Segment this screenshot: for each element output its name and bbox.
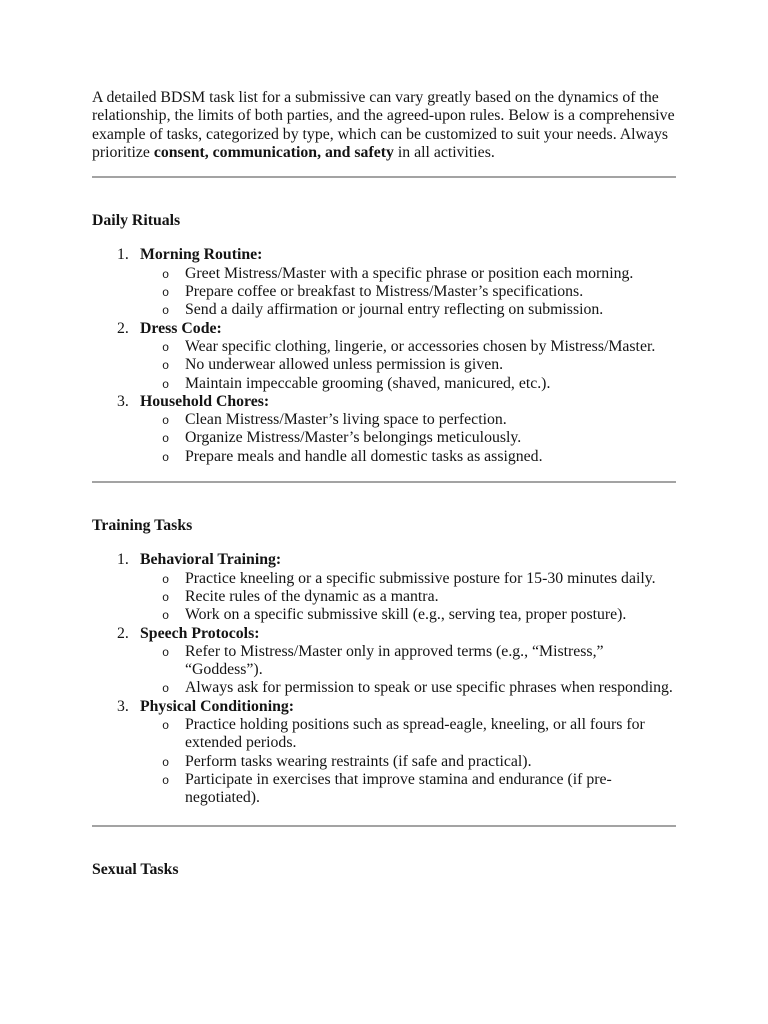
list-item (92, 320, 676, 393)
sub-list-item (140, 429, 676, 447)
sub-bullet-marker: o (162, 773, 170, 788)
sub-list-item (140, 411, 676, 429)
sub-list-item (140, 643, 676, 680)
sub-bullet-marker: o (162, 340, 170, 355)
sub-bullet-marker: o (162, 590, 170, 605)
list-item-label: Physical Conditioning: (140, 697, 295, 715)
sub-list-item (140, 771, 676, 808)
sub-bullet-marker: o (162, 377, 170, 392)
sub-list-item (140, 338, 676, 356)
sub-list (140, 643, 676, 698)
sub-list-item (140, 448, 676, 466)
sub-bullet-marker: o (162, 682, 170, 697)
section-title: Training Tasks (92, 517, 193, 535)
sub-bullet-marker: o (162, 645, 170, 660)
sub-item-text: Clean Mistress/Master’s living space to perfection. (185, 411, 507, 429)
list-item-number: 2. (117, 624, 129, 642)
list-item-label: Behavioral Training: (140, 551, 282, 569)
sub-item-text: Perform tasks wearing restraints (if safe and practical). (185, 752, 532, 770)
sub-bullet-marker: o (162, 755, 170, 770)
sub-item-text: Maintain impeccable grooming (shaved, manicured, etc.). (185, 374, 551, 392)
sub-item-text: No underwear allowed unless permission is given. (185, 356, 504, 374)
section-divider (92, 176, 676, 178)
sub-list-item (140, 570, 676, 588)
sub-item-text: Work on a specific submissive skill (e.g., serving tea, proper posture). (185, 606, 627, 624)
sub-list-item (140, 716, 676, 753)
list-item (92, 698, 676, 808)
sub-bullet-marker: o (162, 267, 170, 282)
sub-item-text: Refer to Mistress/Master only in approved terms (e.g., “Mistress,” “Goddess”). (185, 642, 604, 679)
sub-list (140, 265, 676, 320)
sub-item-text: Prepare meals and handle all domestic tasks as assigned. (185, 447, 543, 465)
sub-list-item (140, 753, 676, 771)
sub-list (140, 338, 676, 393)
sub-item-text: Participate in exercises that improve stamina and endurance (if pre-negotiated). (185, 770, 612, 807)
sub-bullet-marker: o (162, 414, 170, 429)
list-item-number: 2. (117, 319, 129, 337)
list-item-number: 3. (117, 392, 129, 410)
section-sexual-tasks (92, 861, 676, 879)
list-item-label: Dress Code: (140, 319, 222, 337)
sub-list-item (140, 283, 676, 301)
sub-list (140, 411, 676, 466)
list-item-number: 3. (117, 697, 129, 715)
sub-item-text: Always ask for permission to speak or use specific phrases when responding. (185, 679, 673, 697)
sub-list-item (140, 301, 676, 319)
task-list (92, 551, 676, 807)
list-item-label: Household Chores: (140, 392, 270, 410)
section-divider (92, 825, 676, 827)
sub-list-item (140, 679, 676, 697)
sub-list-item (140, 606, 676, 624)
sub-bullet-marker: o (162, 572, 170, 587)
sub-list-item (140, 375, 676, 393)
document-content (92, 89, 676, 879)
intro-bold-text: consent, communication, and safety (153, 143, 394, 161)
section-title: Sexual Tasks (92, 860, 179, 878)
sub-item-text: Practice kneeling or a specific submissive posture for 15-30 minutes daily. (185, 569, 656, 587)
intro-paragraph (92, 89, 676, 162)
intro-text-before: A detailed BDSM task list for a submissive can vary greatly based on the dynamics of the relationship, the limits of both parties, and the agreed-upon rules. Below is a comprehensive example of tasks, categorized by type, which can be customized to suit your needs. Always prioritize (92, 89, 675, 161)
sub-item-text: Recite rules of the dynamic as a mantra. (185, 587, 439, 605)
intro-text-after: in all activities. (393, 143, 495, 161)
list-item (92, 246, 676, 319)
list-item (92, 551, 676, 624)
section-daily-rituals (92, 212, 676, 466)
sub-item-text: Prepare coffee or breakfast to Mistress/Master’s specifications. (185, 283, 584, 301)
section-divider (92, 481, 676, 483)
list-item-label: Morning Routine: (140, 246, 263, 264)
list-item (92, 625, 676, 698)
sub-list (140, 570, 676, 625)
list-item-number: 1. (117, 551, 129, 569)
sub-bullet-marker: o (162, 609, 170, 624)
sub-bullet-marker: o (162, 432, 170, 447)
sub-item-text: Greet Mistress/Master with a specific phrase or position each morning. (185, 264, 634, 282)
sub-list-item (140, 356, 676, 374)
sub-list (140, 716, 676, 807)
sub-item-text: Organize Mistress/Master’s belongings meticulously. (185, 429, 522, 447)
sub-bullet-marker: o (162, 286, 170, 301)
sub-list-item (140, 588, 676, 606)
section-training-tasks (92, 517, 676, 807)
sub-item-text: Wear specific clothing, lingerie, or accessories chosen by Mistress/Master. (185, 337, 656, 355)
sub-bullet-marker: o (162, 450, 170, 465)
sub-item-text: Practice holding positions such as spread-eagle, kneeling, or all fours for extended periods. (185, 716, 645, 752)
list-item-label: Speech Protocols: (140, 624, 260, 642)
sub-bullet-marker: o (162, 304, 170, 319)
task-list (92, 246, 676, 466)
sub-item-text: Send a daily affirmation or journal entry reflecting on submission. (185, 301, 604, 319)
sub-list-item (140, 265, 676, 283)
list-item-number: 1. (117, 246, 129, 264)
sub-bullet-marker: o (162, 359, 170, 374)
list-item (92, 393, 676, 466)
sub-bullet-marker: o (162, 719, 170, 734)
section-title: Daily Rituals (92, 212, 181, 230)
